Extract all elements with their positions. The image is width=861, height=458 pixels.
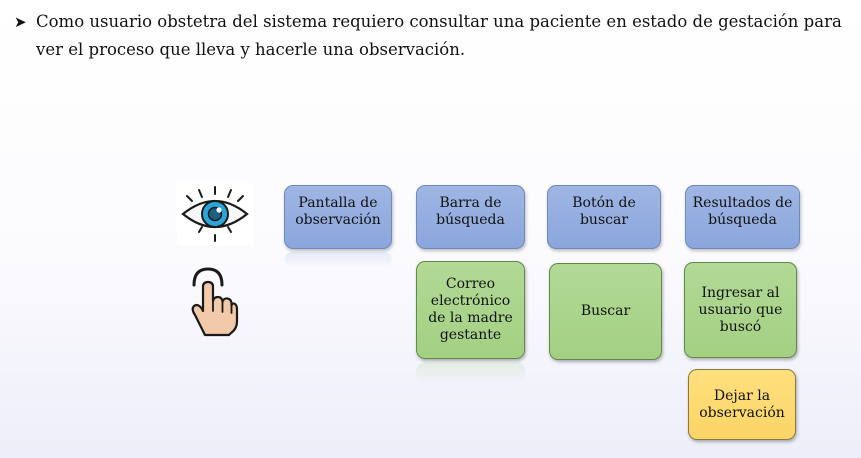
search-button-box: Botón de buscar [547,185,661,249]
pointing-hand-icon [183,263,239,341]
reflection [416,362,525,384]
eye-icon [177,183,253,245]
arrow-bullet-icon: ➤ [14,13,27,31]
search-bar-box: Barra de búsqueda [416,185,525,249]
search-results-box: Resultados de búsqueda [685,185,800,249]
search-action-box: Buscar [549,263,662,360]
leave-observation-box: Dejar la observación [688,369,796,440]
user-story-text: Como usuario obstetra del sistema requiero consultar una paciente en estado de gestación para ver el proceso que lleva y hacerle una observación. [36,12,842,59]
enter-user-box: Ingresar al usuario que buscó [684,262,797,358]
observation-screen-box: Pantalla de observación [284,185,392,249]
email-input-box: Correo electrónico de la madre gestante [416,261,525,359]
reflection [284,252,392,268]
